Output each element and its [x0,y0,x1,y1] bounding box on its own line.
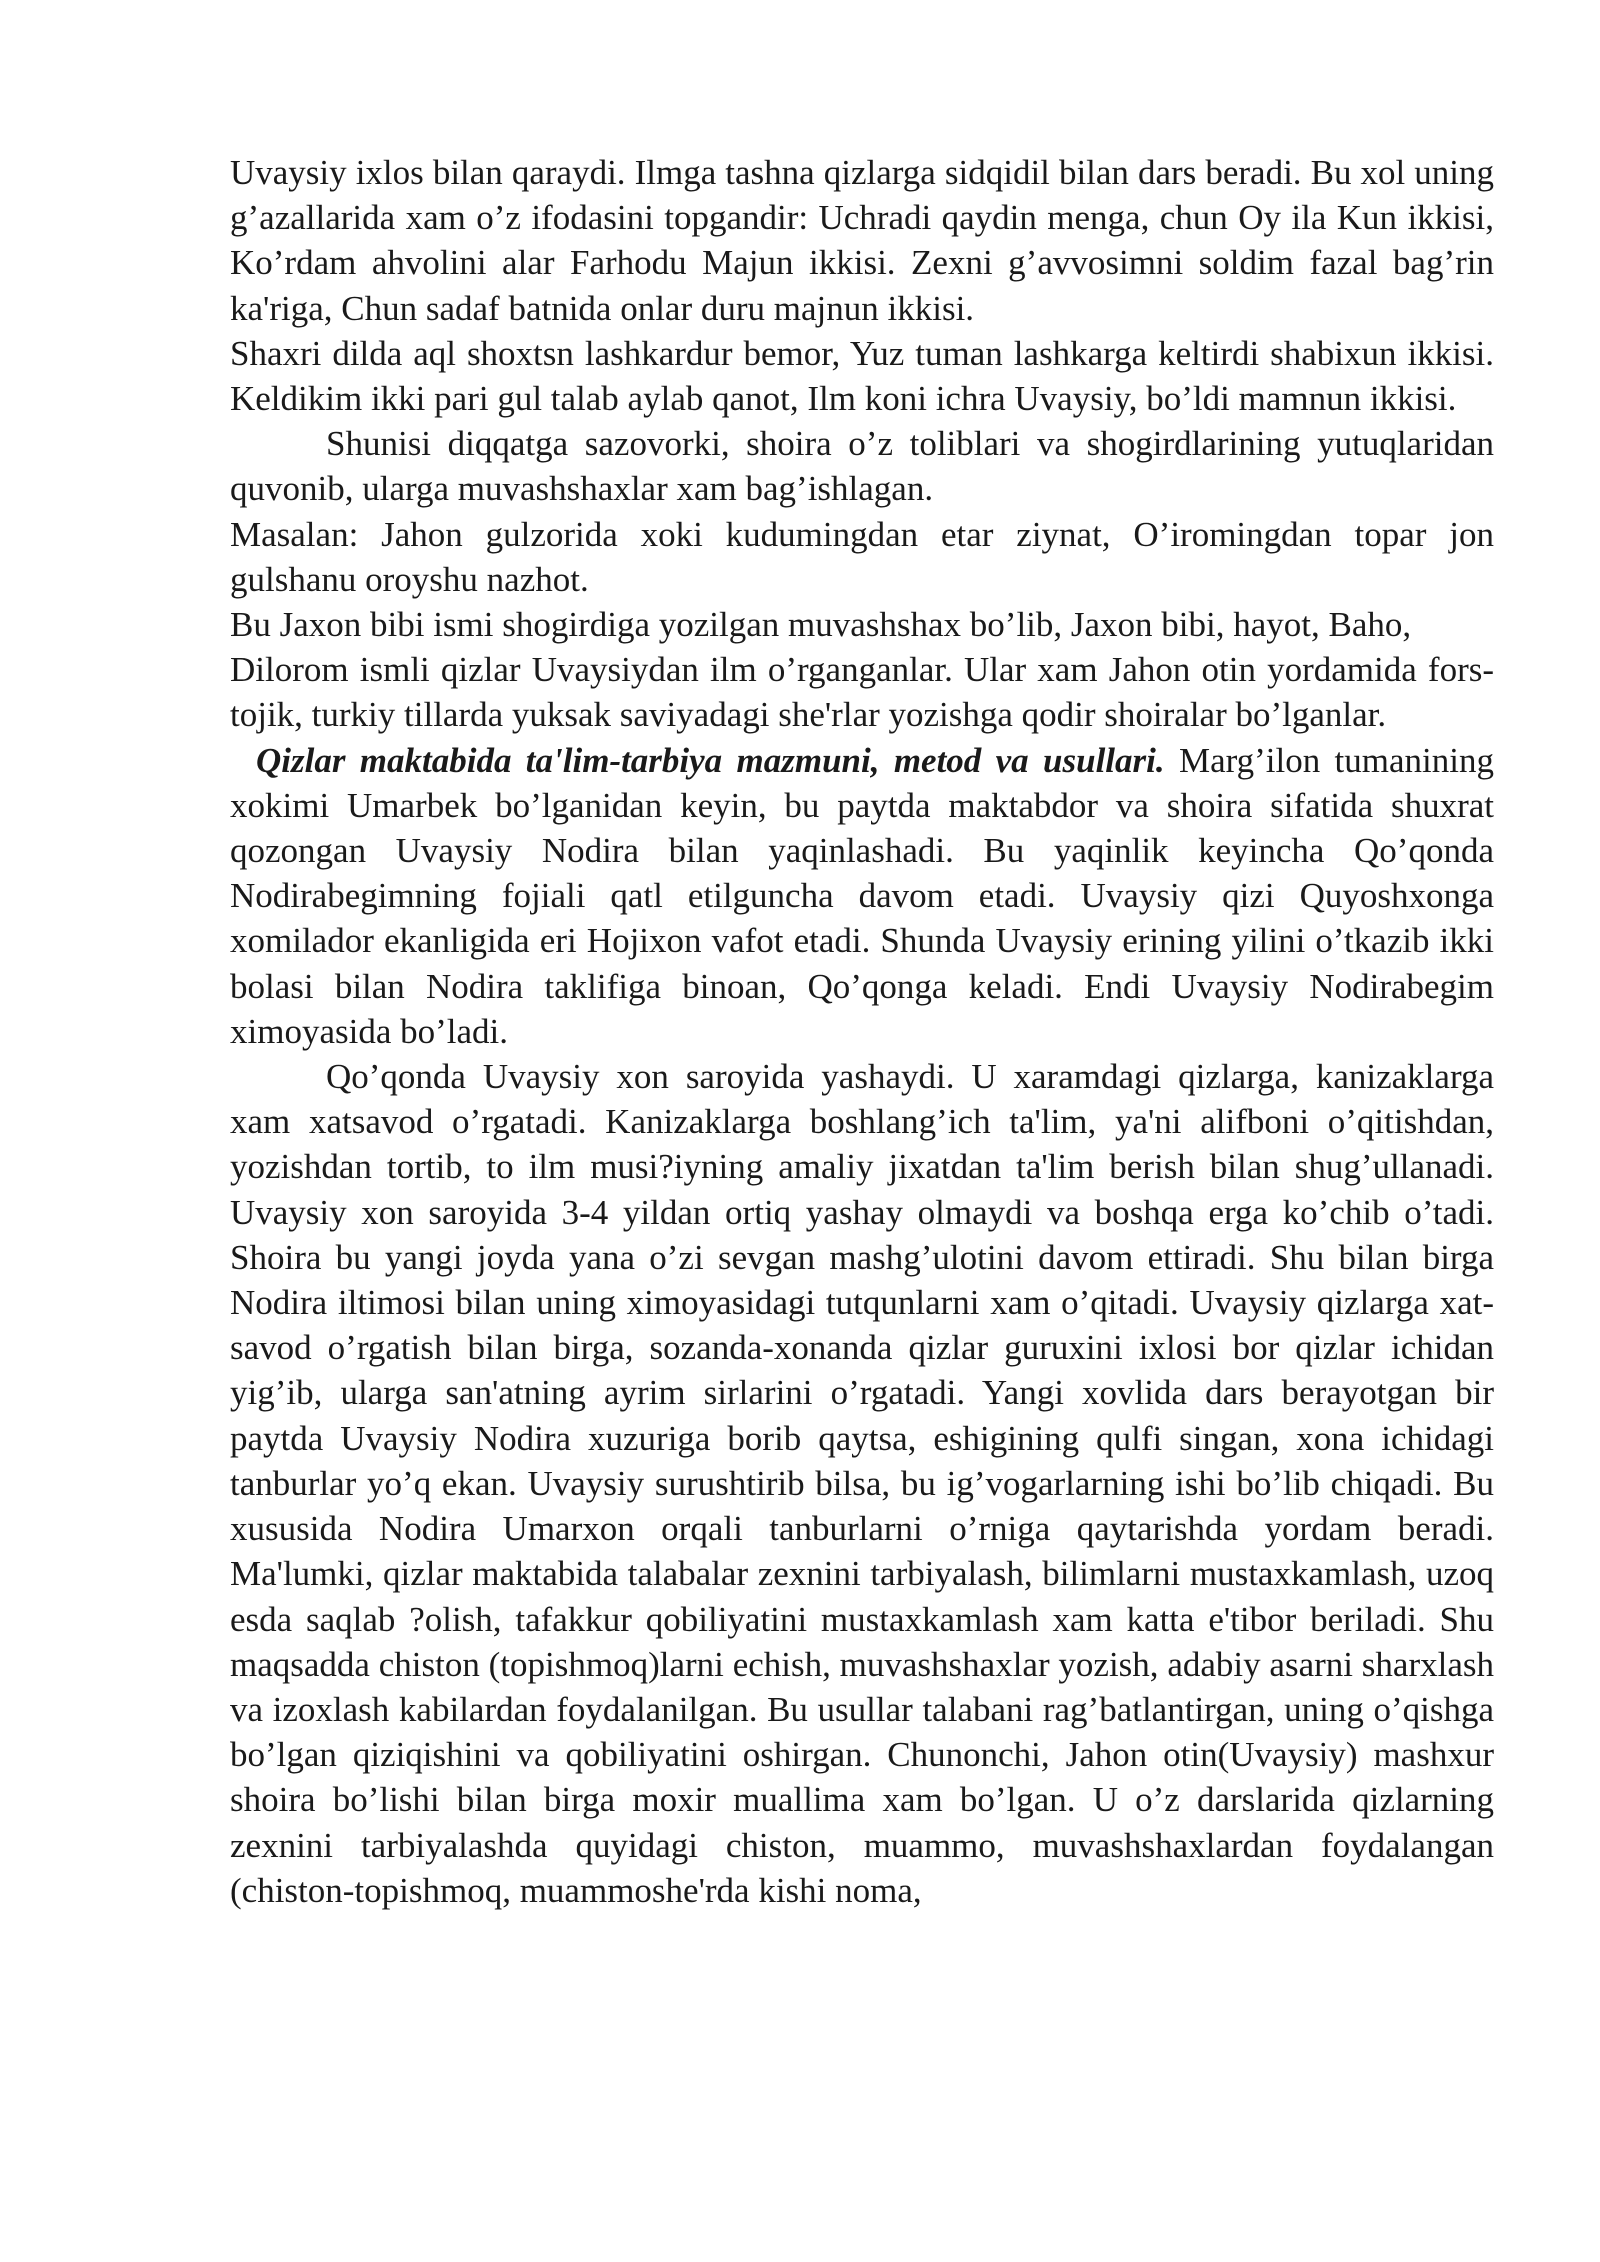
paragraph-2: Shaxri dilda aql shoxtsn lashkardur bemor, Yuz tuman lashkarga keltirdi shabixun ikkisi. Keldikim ikki pari gul talab aylab qanot, Ilm koni ichra Uvaysiy, bo’ldi mamnun ikkisi. [230,333,1494,419]
paragraph-1: Uvaysiy ixlos bilan qaraydi. Ilmga tashna qizlarga sidqidil bilan dars beradi. Bu xol uning g’azallarida xam o’z ifodasini topgandir: Uchradi qaydin menga, chun Oy ila Kun ikkisi, Ko’rdam ahvolini alar Farhodu Majun ikkisi. Zexni g’avvosimni soldim fazal bag’rin ka'riga, Chun sadaf batnida onlar duru majnun ikkisi. [230,153,1494,328]
paragraph-7-body: Marg’ilon tumanining xokimi Umarbek bo’lganidan keyin, bu paytda maktabdor va shoira sifatida shuxrat qozongan Uvaysiy Nodira bilan yaqinlashadi. Bu yaqinlik keyincha Qo’qonda Nodirabegimning fojiali qatl etilguncha davom etadi. Uvaysiy qizi Quyoshxonga xomilador ekanligida eri Hojixon vafot etadi. Shunda Uvaysiy erining yilini o’tkazib ikki bolasi bilan Nodira taklifiga binoan, Qo’qonga keladi. Endi Uvaysiy Nodirabegim ximoyasida bo’ladi. [230,740,1494,1051]
section-heading: Qizlar maktabida ta'lim-tarbiya mazmuni, metod va usullari. [256,740,1165,780]
paragraph-3: Shunisi diqqatga sazovorki, shoira o’z toliblari va shogirdlarining yutuqlaridan quvonib, ularga muvashshaxlar xam bag’ishlagan. [230,424,1494,509]
paragraph-7 [230,738,1494,1054]
paragraph-8: Qo’qonda Uvaysiy xon saroyida yashaydi. U xaramdagi qizlarga, kanizaklarga xam xatsavod o’rgatadi. Kanizaklarga boshlang’ich ta'lim, ya'ni alifboni o’qitishdan, yozishdan tortib, to ilm musi?iyning amaliy jixatdan ta'lim berish bilan shug’ullanadi. Uvaysiy xon saroyida 3-4 yildan ortiq yashay olmaydi va boshqa erga ko’chib o’tadi. Shoira bu yangi joyda yana o’zi sevgan mashg’ulotini davom ettiradi. Shu bilan birga Nodira iltimosi bilan uning ximoyasidagi tutqunlarni xam o’qitadi. Uvaysiy qizlarga xat-savod o’rgatish bilan birga, sozanda-xonanda qizlar guruxini ixlosi bor qizlar ichidan yig’ib, ularga san'atning ayrim sirlarini o’rgatadi. Yangi xovlida dars berayotgan bir paytda Uvaysiy Nodira xuzuriga borib qaytsa, eshigining qulfi singan, xona ichidagi tanburlar yo’q ekan. Uvaysiy surushtirib bilsa, bu ig’vogarlarning ishi bo’lib chiqadi. Bu xususida Nodira Umarxon orqali tanburlarni o’rniga qaytarishda yordam beradi. Ma'lumki, qizlar maktabida talabalar zexnini tarbiyalash, bilimlarni mustaxkamlash, uzoq esda saqlab ?olish, tafakkur qobiliyatini mustaxkamlash xam katta e'tibor beriladi. Shu maqsadda chiston (topishmoq)larni echish, muvashshaxlar yozish, adabiy asarni sharxlash va izoxlash kabilardan foydalanilgan. Bu usullar talabani rag’batlantirgan, uning o’qishga bo’lgan qiziqishini va qobiliyatini oshirgan. Chunonchi, Jahon otin(Uvaysiy) mashxur shoira bo’lishi bilan birga moxir muallima xam bo’lgan. U o’z darslarida qizlarning zexnini tarbiyalashda quyidagi chiston, muammo, muvashshaxlardan foydalangan (chiston-topishmoq, muammoshe'rda kishi noma, [230,1057,1494,1910]
paragraph-4: Masalan: Jahon gulzorida xoki kudumingdan etar ziynat, O’iromingdan topar jon gulshanu oroyshu nazhot. [230,514,1494,599]
document-page [230,150,1494,1913]
paragraph-5: Bu Jaxon bibi ismi shogirdiga yozilgan muvashshax bo’lib, Jaxon bibi, hayot, Baho, [230,605,1412,645]
paragraph-6: Dilorom ismli qizlar Uvaysiydan ilm o’rganganlar. Ular xam Jahon otin yordamida fors-tojik, turkiy tillarda yuksak saviyadagi she'rlar yozishga qodir shoiralar bo’lganlar. [230,650,1494,735]
